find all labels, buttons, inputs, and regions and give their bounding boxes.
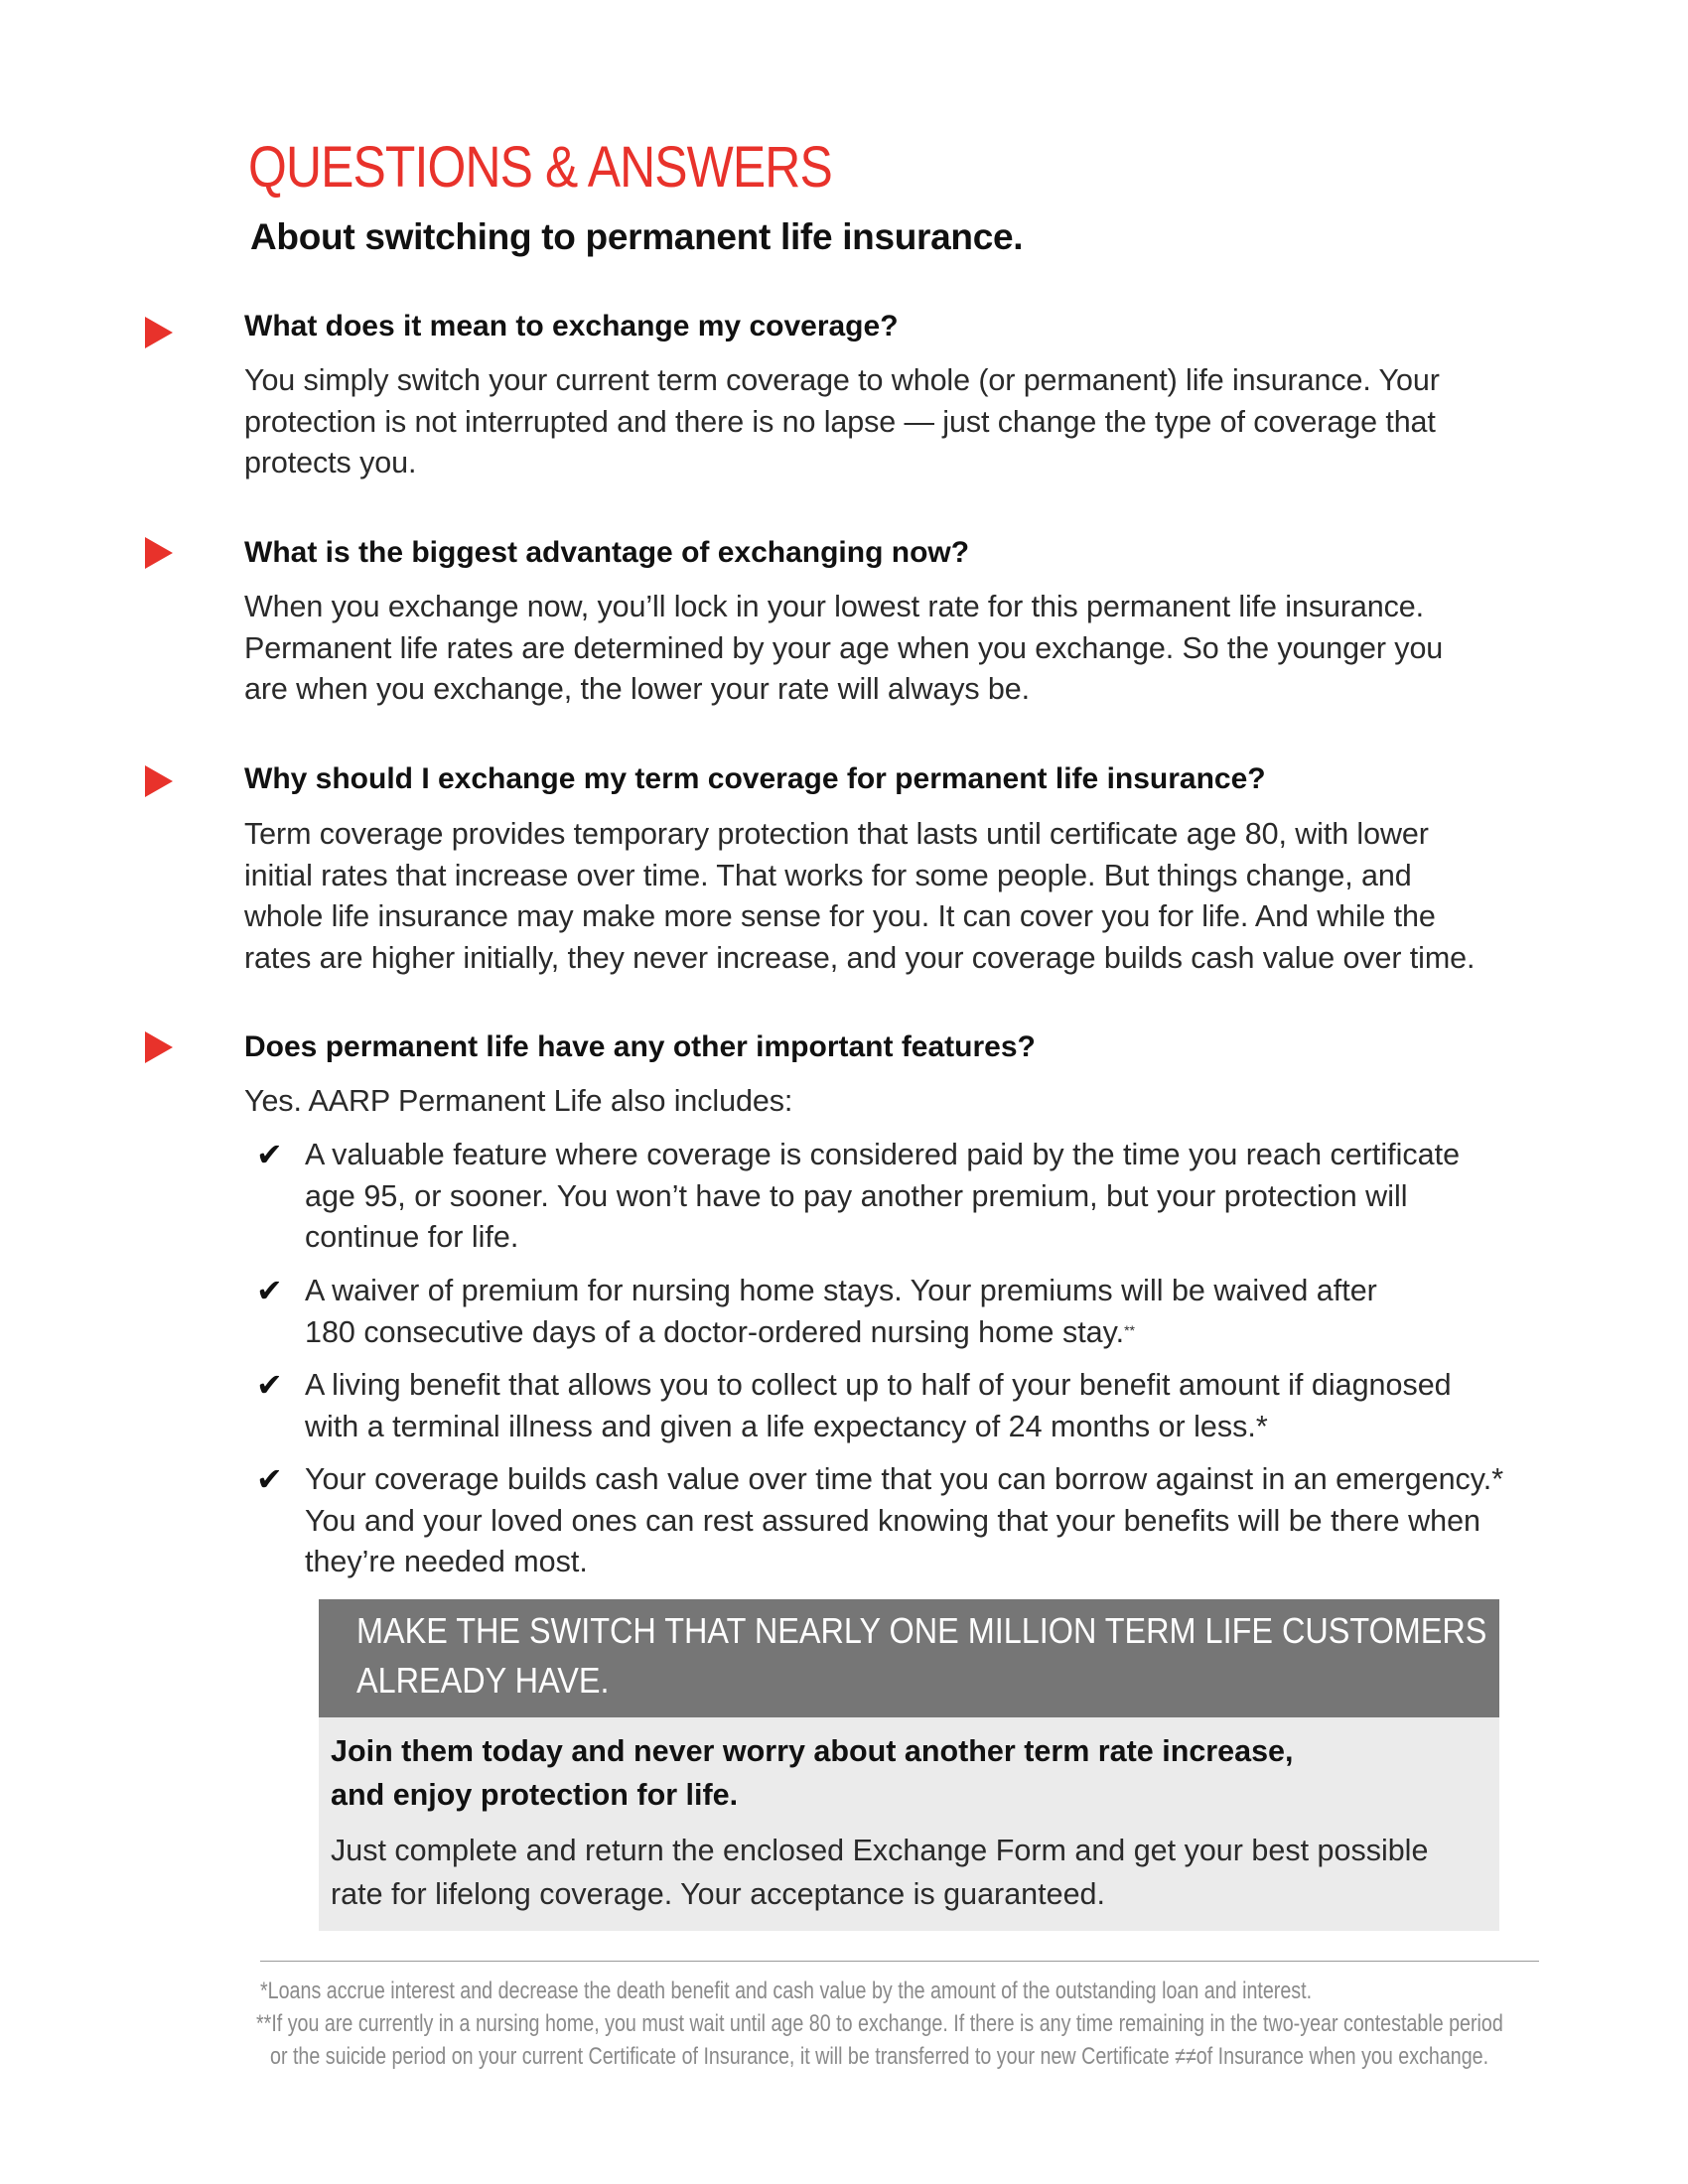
answer-line: whole life insurance may make more sense for you. It can cover you for life. And while the [244,899,1436,933]
answer-line: Yes. AARP Permanent Life also includes: [244,1084,793,1118]
answer-line: Term coverage provides temporary protection that lasts until certificate age 80, with lower [244,817,1429,851]
feature-line: A valuable feature where coverage is considered paid by the time you reach certificate [305,1138,1461,1171]
footnote-mark: ** [1124,1321,1135,1338]
answer-line: protection is not interrupted and there is no lapse — just change the type of coverage that [244,404,1436,439]
feature-line: with a terminal illness and given a life expectancy of 24 months or less.* [305,1409,1268,1443]
feature-text [305,1271,1377,1353]
answer-text [244,1081,1515,1123]
answer-line: rates are higher initially, they never increase, and your coverage builds cash value over time. [244,940,1476,975]
answer-text [244,360,1515,484]
red-arrow-bullet-icon [145,765,173,797]
checkmark-icon: ✔ [256,1367,283,1403]
question-heading: What does it mean to exchange my coverage? [244,310,899,342]
answer-line: Permanent life rates are determined by your age when you exchange. So the younger you [244,630,1444,665]
answer-line: You simply switch your current term coverage to whole (or permanent) life insurance. Your [244,363,1440,397]
cta-header-banner [319,1599,1499,1717]
feature-line [305,1312,1377,1354]
checkmark-icon: ✔ [256,1461,283,1497]
answer-text [244,814,1515,979]
footnote: *Loans accrue interest and decrease the death benefit and cash value by the amount of the outstanding loan and interest. [260,1978,1313,2004]
answer-line: When you exchange now, you’ll lock in your lowest rate for this permanent life insurance. [244,590,1425,623]
footnote: or the suicide period on your current Certificate of Insurance, it will be transferred to your new Certificate ≠≠of Insurance when you exchange. [270,2043,1489,2070]
red-arrow-bullet-icon [145,537,173,569]
question-heading: What is the biggest advantage of exchanging now? [244,536,970,569]
feature-line: age 95, or sooner. You won’t have to pay another premium, but your protection will [305,1178,1408,1213]
feature-line: they’re needed most. [305,1545,588,1578]
feature-line: You and your loved ones can rest assured knowing that your benefits will be there when [305,1503,1481,1538]
feature-text [305,1135,1460,1259]
red-arrow-bullet-icon [145,1031,173,1063]
red-arrow-bullet-icon [145,317,173,348]
feature-line-text: 180 consecutive days of a doctor-ordered nursing home stay. [305,1314,1125,1349]
feature-line: continue for life. [305,1220,519,1254]
cta-bold-line: and enjoy protection for life. [331,1778,739,1812]
question-heading: Why should I exchange my term coverage for permanent life insurance? [244,762,1266,795]
checkmark-icon: ✔ [256,1137,283,1172]
cta-body-line: rate for lifelong coverage. Your acceptance is guaranteed. [331,1877,1105,1911]
cta-bold-line: Join them today and never worry about another term rate increase, [331,1734,1294,1768]
answer-line: protects you. [244,446,417,479]
cta-header-line: MAKE THE SWITCH THAT NEARLY ONE MILLION TERM LIFE CUSTOMERS [356,1610,1487,1651]
feature-line: A waiver of premium for nursing home stays. Your premiums will be waived after [305,1274,1377,1307]
feature-line: A living benefit that allows you to collect up to half of your benefit amount if diagnosed [305,1368,1452,1402]
answer-line: are when you exchange, the lower your rate will always be. [244,672,1031,706]
question-heading: Does permanent life have any other important features? [244,1030,1036,1063]
footnote-divider [260,1961,1539,1962]
footnote: **If you are currently in a nursing home, you must wait until age 80 to exchange. If there is any time remaining in the two-year contestable period [256,2010,1503,2037]
feature-line: Your coverage builds cash value over time that you can borrow against in an emergency.* [305,1462,1504,1496]
answer-line: initial rates that increase over time. That works for some people. But things change, and [244,858,1412,892]
checkmark-icon: ✔ [256,1273,283,1308]
cta-body-panel [319,1717,1499,1931]
feature-text [305,1459,1503,1583]
feature-text [305,1365,1452,1447]
page-title: QUESTIONS & ANSWERS [248,135,832,200]
page-subtitle: About switching to permanent life insurance. [250,216,1024,257]
cta-body-line: Just complete and return the enclosed Exchange Form and get your best possible [331,1834,1429,1867]
cta-header-line: ALREADY HAVE. [356,1660,610,1701]
answer-text [244,587,1515,711]
